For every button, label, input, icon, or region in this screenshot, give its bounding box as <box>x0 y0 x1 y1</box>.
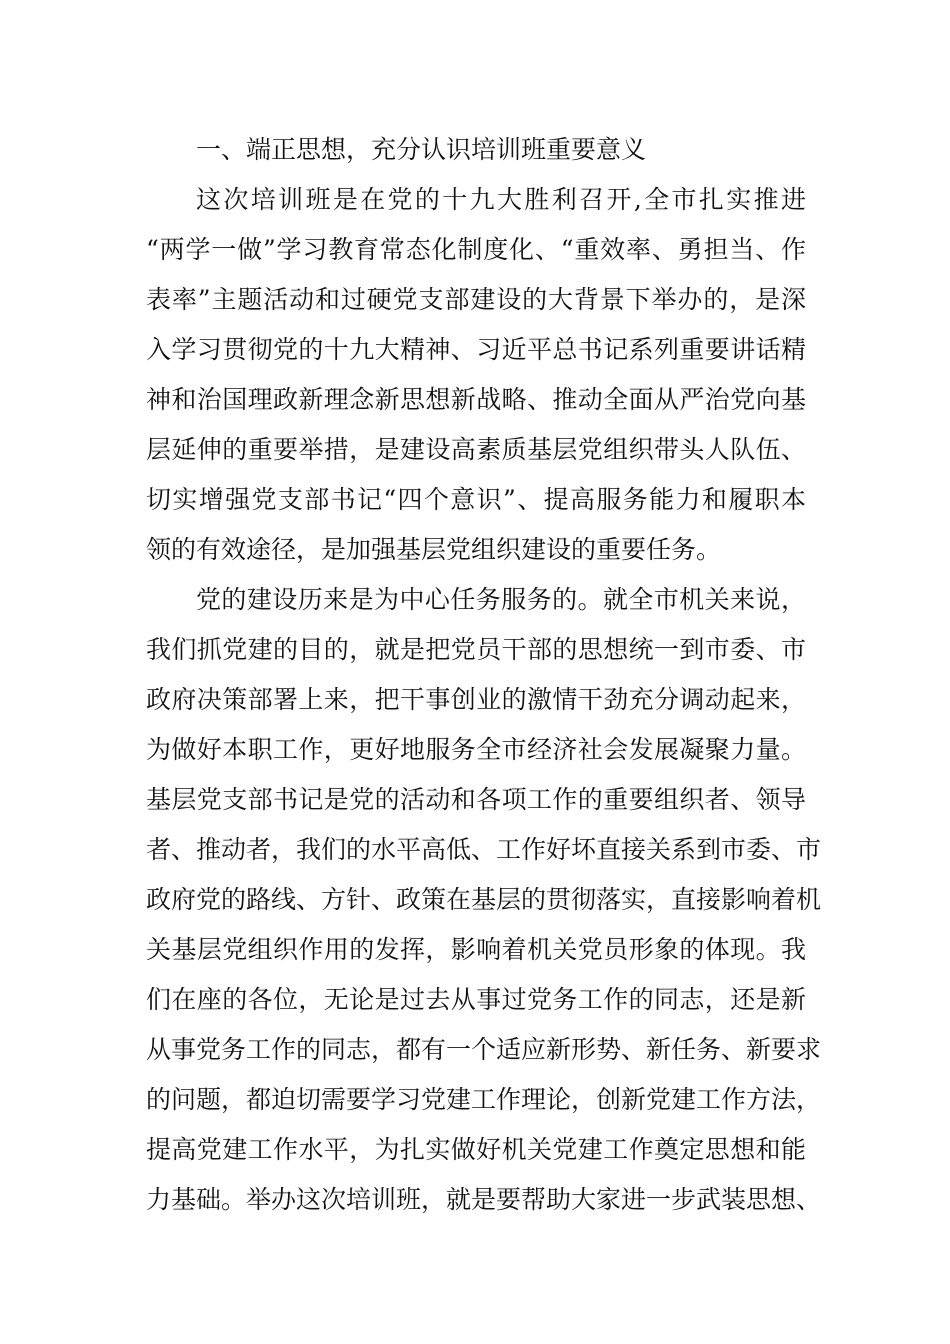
paragraph-2-line-3: 政府决策部署上来，把干事创业的激情干劲充分调动起来， <box>146 685 806 714</box>
paragraph-1-line-3: 表率”主题活动和过硬党支部建设的大背景下举办的，是深 <box>146 285 806 314</box>
paragraph-2-line-5: 基层党支部书记是党的活动和各项工作的重要组织者、领导 <box>146 785 806 814</box>
paragraph-2-line-11: 的问题，都迫切需要学习党建工作理论，创新党建工作方法， <box>146 1085 822 1114</box>
paragraph-2-line-6: 者、推动者，我们的水平高低、工作好坏直接关系到市委、市 <box>146 835 822 864</box>
paragraph-2-line-12: 提高党建工作水平，为扎实做好机关党建工作奠定思想和能 <box>146 1135 806 1164</box>
paragraph-2-line-4: 为做好本职工作，更好地服务全市经济社会发展凝聚力量。 <box>146 735 806 764</box>
paragraph-2-line-2: 我们抓党建的目的，就是把党员干部的思想统一到市委、市 <box>146 635 806 664</box>
paragraph-1-line-2: “两学一做”学习教育常态化制度化、“重效率、勇担当、作 <box>146 235 806 264</box>
paragraph-2-line-8: 关基层党组织作用的发挥，影响着机关党员形象的体现。我 <box>146 935 806 964</box>
paragraph-1-line-8: 领的有效途径，是加强基层党组织建设的重要任务。 <box>146 535 722 564</box>
section-heading: 一、端正思想，充分认识培训班重要意义 <box>196 135 647 164</box>
paragraph-2-line-10: 从事党务工作的同志，都有一个适应新形势、新任务、新要求 <box>146 1035 822 1064</box>
paragraph-1-line-7: 切实增强党支部书记“四个意识”、提高服务能力和履职本 <box>146 485 806 514</box>
paragraph-2-line-7: 政府党的路线、方针、政策在基层的贯彻落实，直接影响着机 <box>146 885 822 914</box>
paragraph-2-line-9: 们在座的各位，无论是过去从事过党务工作的同志，还是新 <box>146 985 806 1014</box>
paragraph-1-line-6: 层延伸的重要举措，是建设高素质基层党组织带头人队伍、 <box>146 435 806 464</box>
paragraph-2-line-13: 力基础。举办这次培训班，就是要帮助大家进一步武装思想、 <box>146 1185 822 1214</box>
paragraph-2-line-1: 党的建设历来是为中心任务服务的。就全市机关来说， <box>196 585 806 614</box>
paragraph-1-line-5: 神和治国理政新理念新思想新战略、推动全面从严治党向基 <box>146 385 806 414</box>
paragraph-1-line-1: 这次培训班是在党的十九大胜利召开,全市扎实推进 <box>196 185 806 214</box>
paragraph-1-line-4: 入学习贯彻党的十九大精神、习近平总书记系列重要讲话精 <box>146 335 806 364</box>
